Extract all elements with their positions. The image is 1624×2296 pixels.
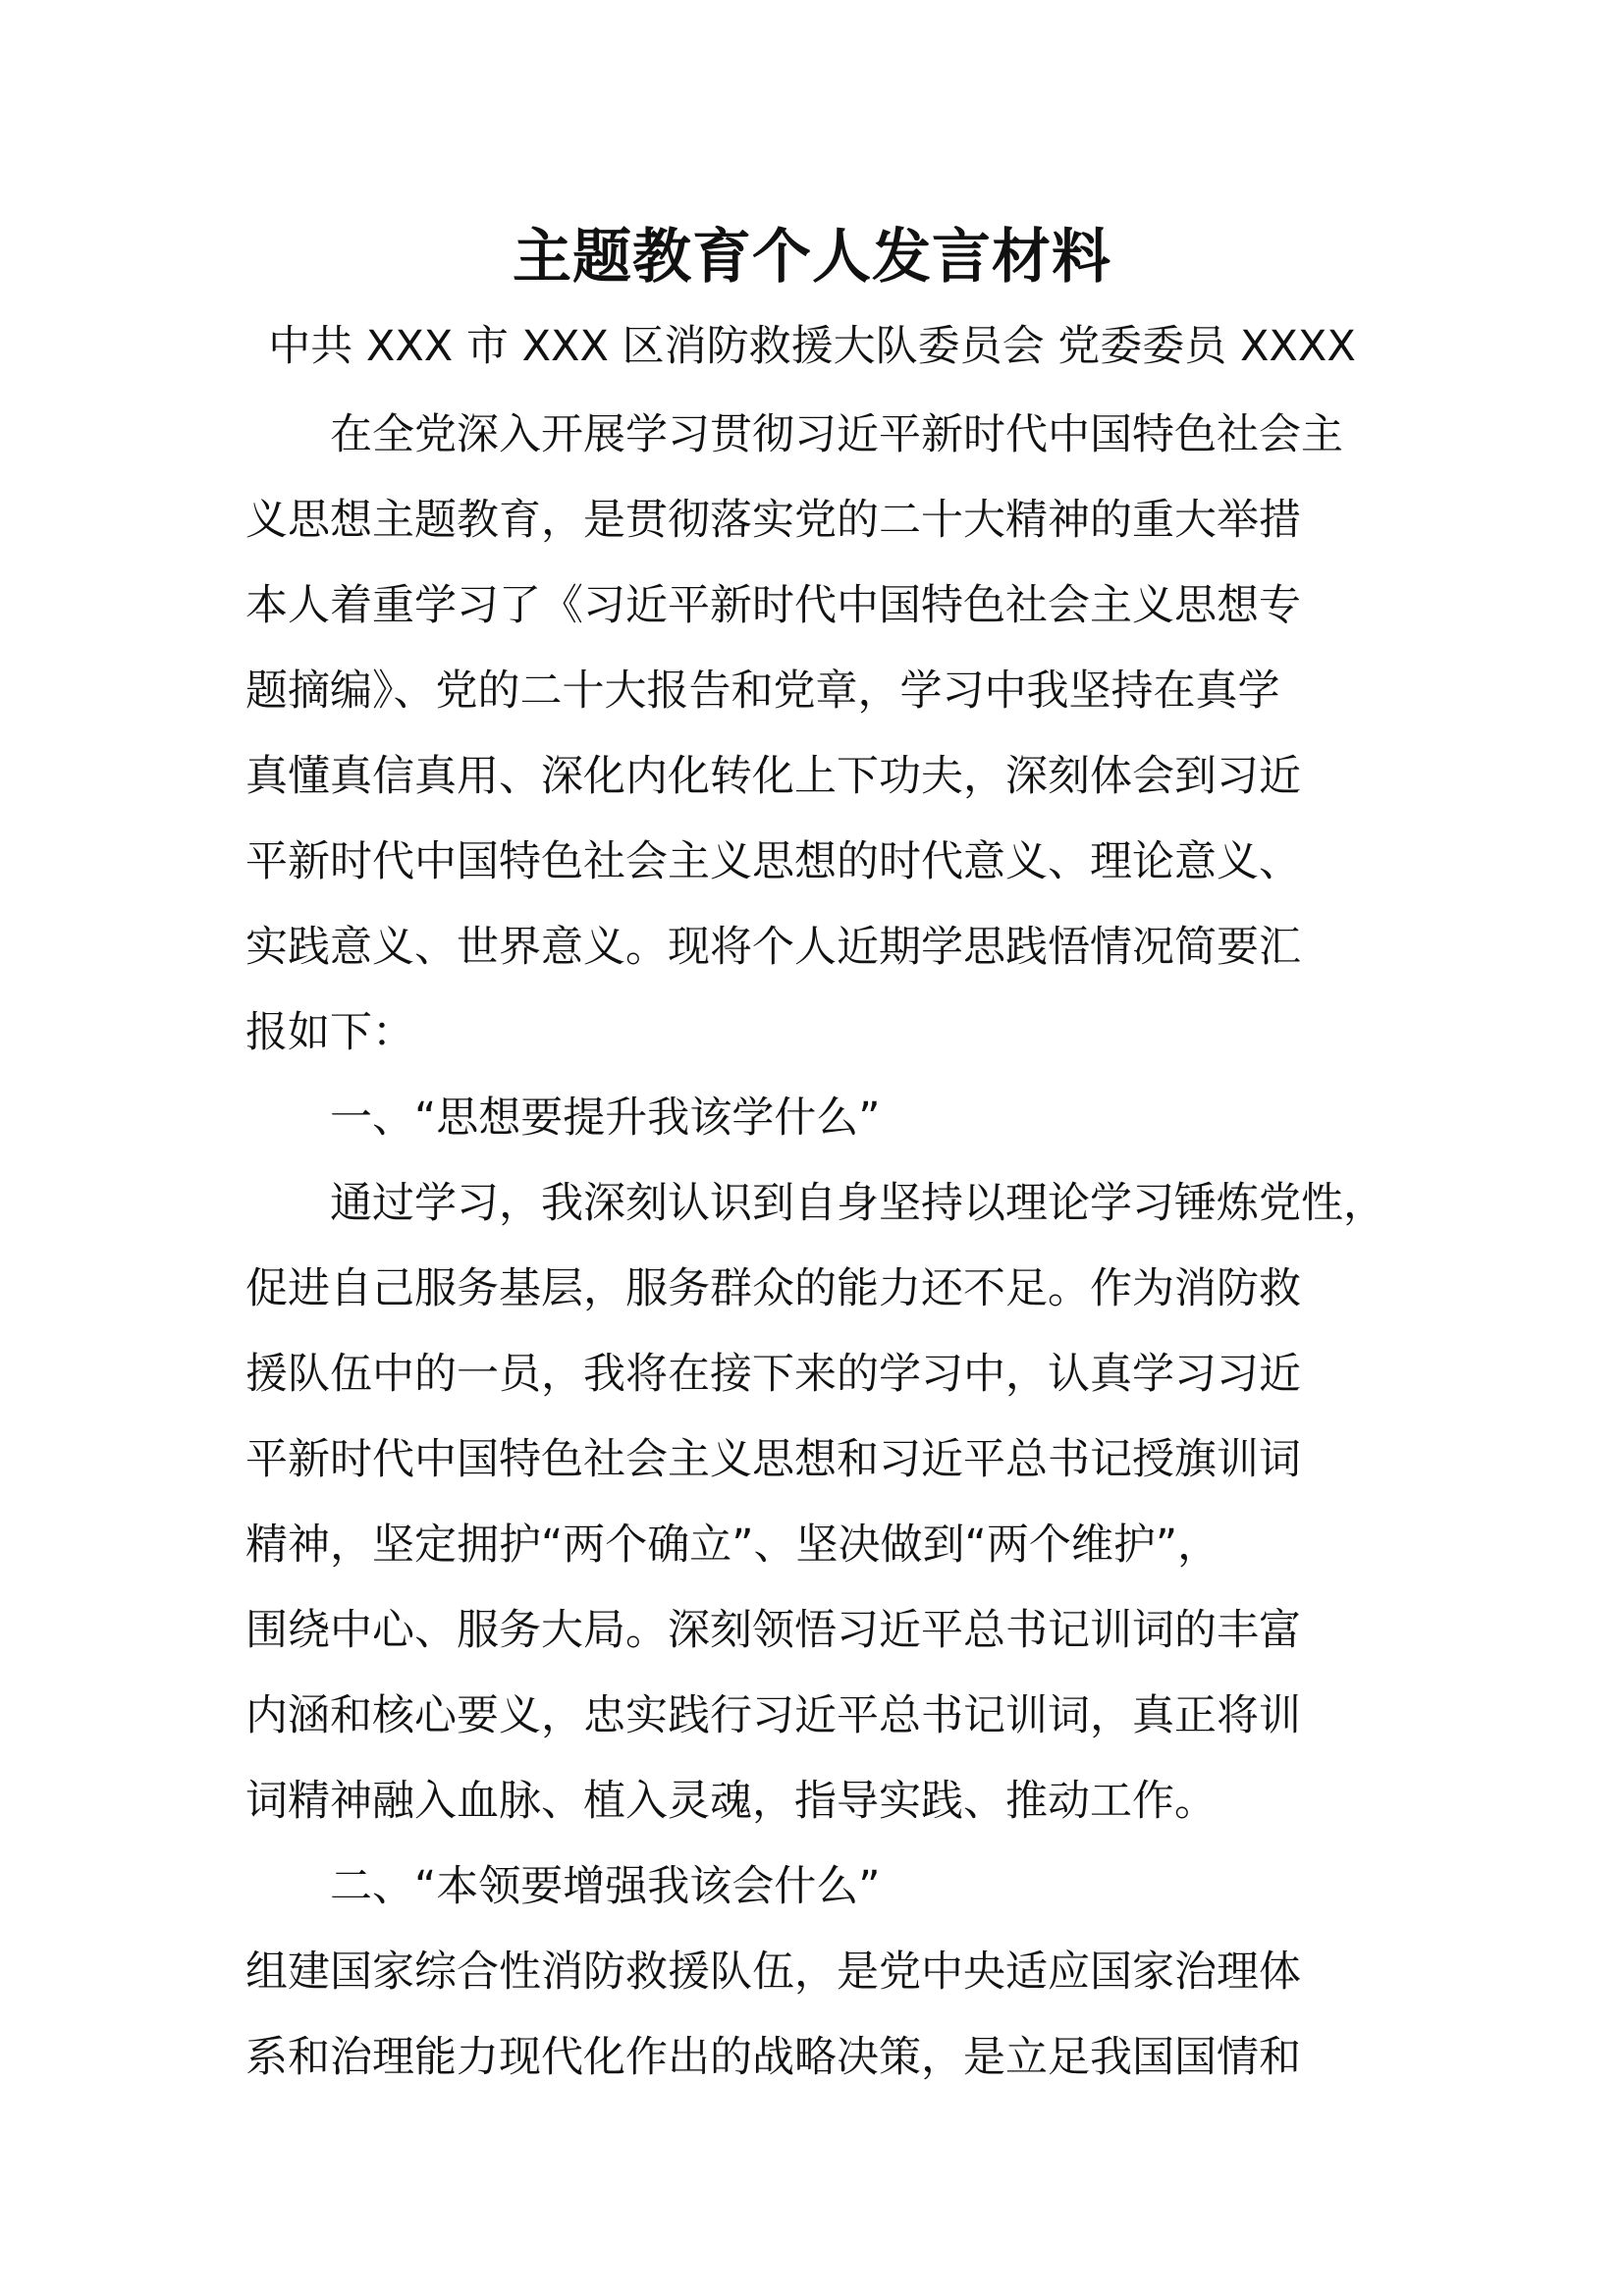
body-line: 促进自己服务基层，服务群众的能力还不足。作为消防救: [245, 1264, 1301, 1313]
body-line: 真懂真信真用、深化内化转化上下功夫，深刻体会到习近: [245, 752, 1301, 801]
section-heading: 二、“本领要增强我该会什么”: [245, 1862, 881, 1911]
body-line: 通过学习，我深刻认识到自身坚持以理论学习锤炼党性，: [245, 1179, 1385, 1228]
body-line: 援队伍中的一员，我将在接下来的学习中，认真学习习近: [245, 1350, 1301, 1399]
body-line: 组建国家综合性消防救援队伍，是党中央适应国家治理体: [245, 1948, 1301, 1997]
document-title: 主题教育个人发言材料: [513, 223, 1111, 292]
body-line: 内涵和核心要义，忠实践行习近平总书记训词，真正将训: [245, 1691, 1301, 1740]
body-line: 平新时代中国特色社会主义思想的时代意义、理论意义、: [245, 837, 1301, 886]
body-line: 平新时代中国特色社会主义思想和习近平总书记授旗训词: [245, 1435, 1301, 1484]
body-line: 本人着重学习了《习近平新时代中国特色社会主义思想专: [245, 581, 1301, 630]
body-line: 报如下：: [245, 1008, 414, 1057]
body-line: 实践意义、世界意义。现将个人近期学思践悟情况简要汇: [245, 923, 1301, 972]
body-line: 系和治理能力现代化作出的战略决策，是立足我国国情和: [245, 2033, 1301, 2082]
body-line: 义思想主题教育，是贯彻落实党的二十大精神的重大举措: [245, 496, 1301, 545]
body-line: 词精神融入血脉、植入灵魂，指导实践、推动工作。: [245, 1777, 1217, 1826]
author-line: 中共 XXX 市 XXX 区消防救援大队委员会 党委委员 XXXX: [268, 322, 1356, 371]
body-line: 题摘编》、党的二十大报告和党章，学习中我坚持在真学: [245, 667, 1280, 716]
body-line: 在全党深入开展学习贯彻习近平新时代中国特色社会主: [245, 410, 1343, 459]
body-line: 围绕中心、服务大局。深刻领悟习近平总书记训词的丰富: [245, 1606, 1301, 1655]
section-heading: 一、“思想要提升我该学什么”: [245, 1094, 881, 1143]
body-line: 精神，坚定拥护“两个确立”、坚决做到“两个维护”，: [245, 1521, 1220, 1570]
